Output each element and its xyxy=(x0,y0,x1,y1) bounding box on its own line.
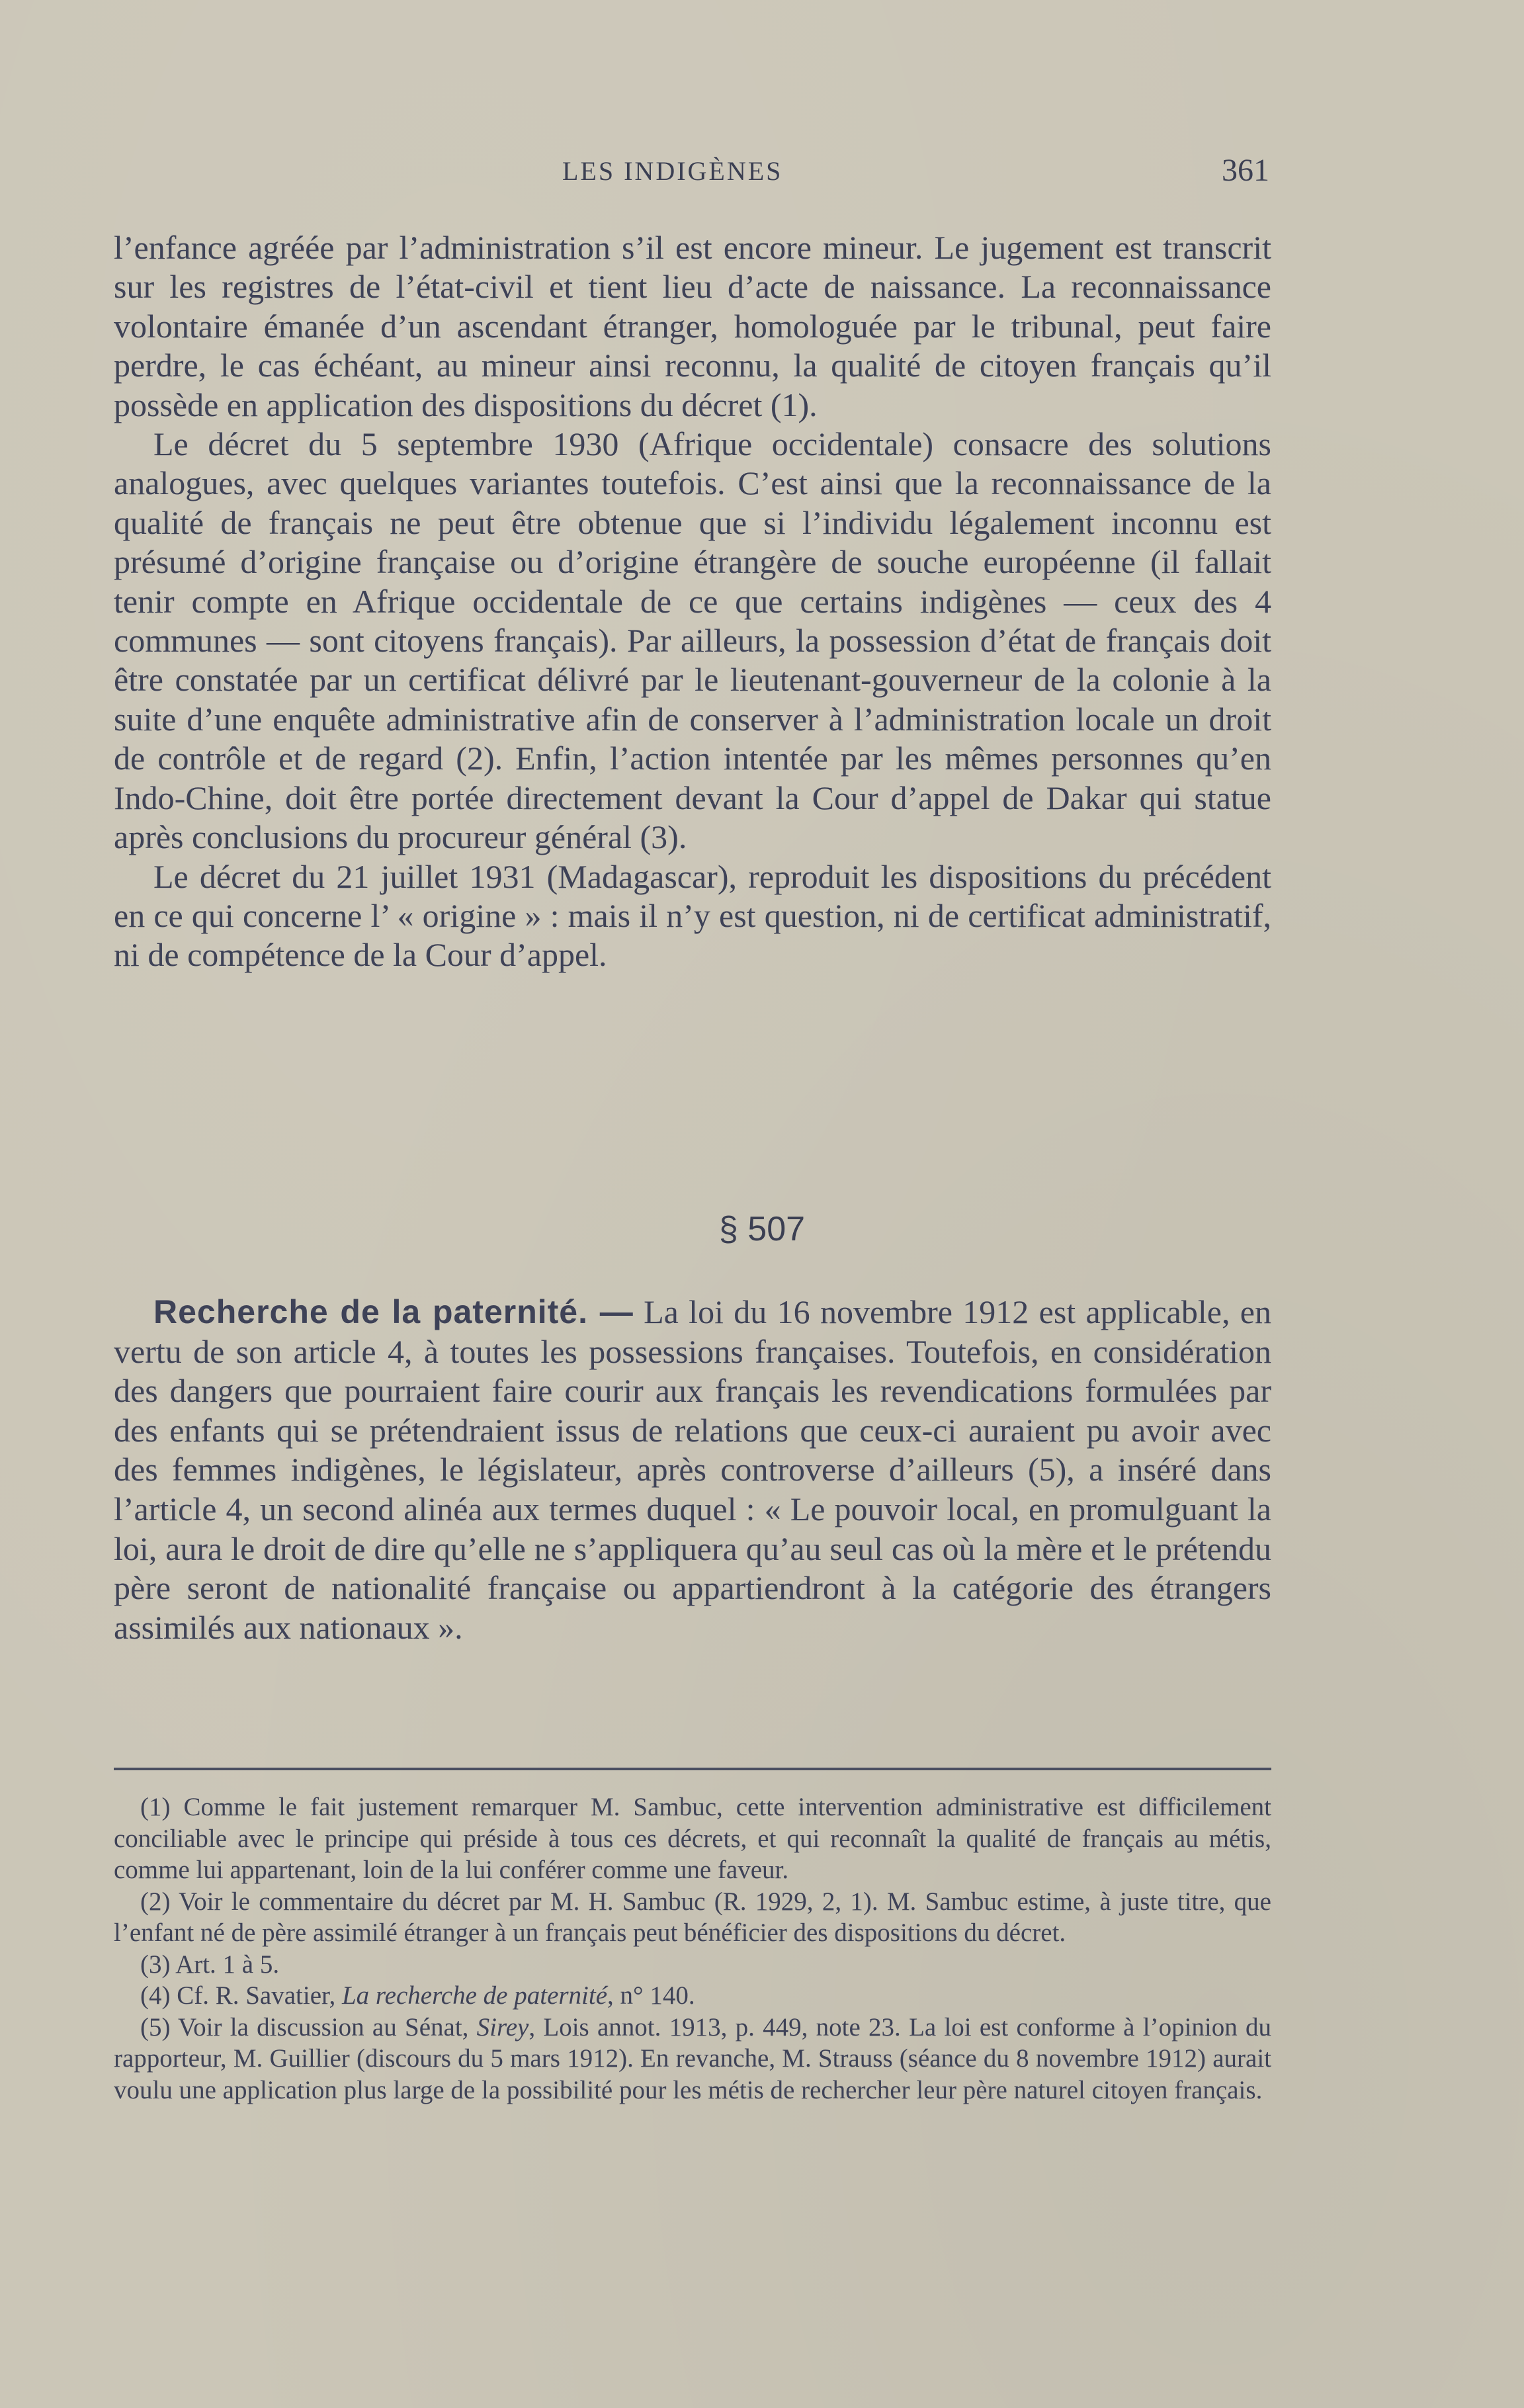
footnote-4 xyxy=(114,1980,1271,2012)
section-text: La loi du 16 novembre 1912 est applicable, en vertu de son article 4, à toutes les possessions françaises. Toutefois, en considération des dangers que pourraient faire courir aux français les revendications formulées par des enfants qui se prétendraient issus de relations que ceux-ci auraient pu avoir avec des femmes indigènes, le législateur, après controverse d’ailleurs (5), a inséré dans l’article 4, un second alinéa aux termes duquel : « Le pouvoir local, en promulguant la loi, aura le droit de dire qu’elle ne s’appliquera qu’au seul cas où la mère et le prétendu père seront de nationalité française ou appartiendront à la catégorie des étrangers assimilés aux nationaux ». xyxy=(114,1293,1271,1646)
footnote-1: (1) Comme le fait justement remarquer M. Sambuc, cette intervention administrative est difficilement conciliable avec le principe qui préside à tous ces décrets, et qui reconnaît la qualité de français au métis, comme lui appartenant, loin de la lui conférer comme une faveur. xyxy=(114,1793,1271,1884)
footnote-5-journal: Sirey xyxy=(476,2012,529,2042)
footnote-5-prefix: (5) Voir la discussion au Sénat, xyxy=(140,2012,477,2042)
footnote-5-suffix: , Lois annot. 1913, p. 449, note 23. La loi est conforme à l’opinion du rapporteur, M. Guillier (discours du 5 mars 1912). En revanche, M. Strauss (séance du 8 novembre 1912) aurait voulu une application plus large de la possibilité pour les métis de rechercher leur père naturel citoyen français. xyxy=(114,2012,1271,2104)
footnote-4-prefix: (4) Cf. R. Savatier, xyxy=(140,1981,342,2010)
section-number: § 507 xyxy=(718,1210,806,1248)
footnote-5 xyxy=(114,2012,1271,2106)
section-body xyxy=(114,1293,1271,1647)
section-paragraph xyxy=(114,1293,1271,1647)
footnote-4-suffix: , n° 140. xyxy=(607,1981,695,2010)
page-number: 361 xyxy=(1222,153,1269,188)
footnotes xyxy=(114,1791,1271,2106)
footnote-divider xyxy=(114,1768,1271,1770)
body-text xyxy=(114,228,1271,975)
paragraph-decret-1931: Le décret du 21 juillet 1931 (Madagascar), reproduit les dispositions du précédent en ce qui concerne l’ « origine » : mais il n’y est question, ni de certificat administratif, ni de compétence de la Cour d’appel. xyxy=(114,857,1271,974)
footnote-2: (2) Voir le commentaire du décret par M. H. Sambuc (R. 1929, 2, 1). M. Sambuc estime, à juste titre, que l’enfant né de père assimilé étranger à un français peut bénéficier des dispositions du décret. xyxy=(114,1887,1271,1947)
running-head: LES INDIGÈNES xyxy=(562,156,783,186)
paragraph-decret-1930: Le décret du 5 septembre 1930 (Afrique occidentale) consacre des solutions analogues, avec quelques variantes toutefois. C’est ainsi que la reconnaissance de la qualité de français ne peut être obtenue que si l’individu légalement inconnu est présumé d’origine française ou d’origine étrangère de souche européenne (il fallait tenir compte en Afrique occidentale de ce que certains indigènes — ceux des 4 communes — sont citoyens français). Par ailleurs, la possession d’état de français doit être constatée par un certificat délivré par le lieutenant-gouverneur de la colonie à la suite d’une enquête administrative afin de conserver à l’administration locale un droit de contrôle et de regard (2). Enfin, l’action intentée par les mêmes personnes qu’en Indo-Chine, doit être portée directement devant la Cour d’appel de Dakar qui statue après conclusions du procureur général (3). xyxy=(114,425,1271,856)
paragraph-continuation: l’enfance agréée par l’administration s’il est encore mineur. Le jugement est transcrit sur les registres de l’état-civil et tient lieu d’acte de naissance. La reconnaissance volontaire émanée d’un ascendant étranger, homologuée par le tribunal, peut faire perdre, le cas échéant, au mineur ainsi reconnu, la qualité de citoyen français qu’il possède en application des dispositions du décret (1). xyxy=(114,229,1271,423)
section-heading: Recherche de la paternité. — xyxy=(153,1293,634,1330)
footnote-4-title: La recherche de paternité xyxy=(341,1981,608,2010)
footnote-3: (3) Art. 1 à 5. xyxy=(140,1950,280,1979)
